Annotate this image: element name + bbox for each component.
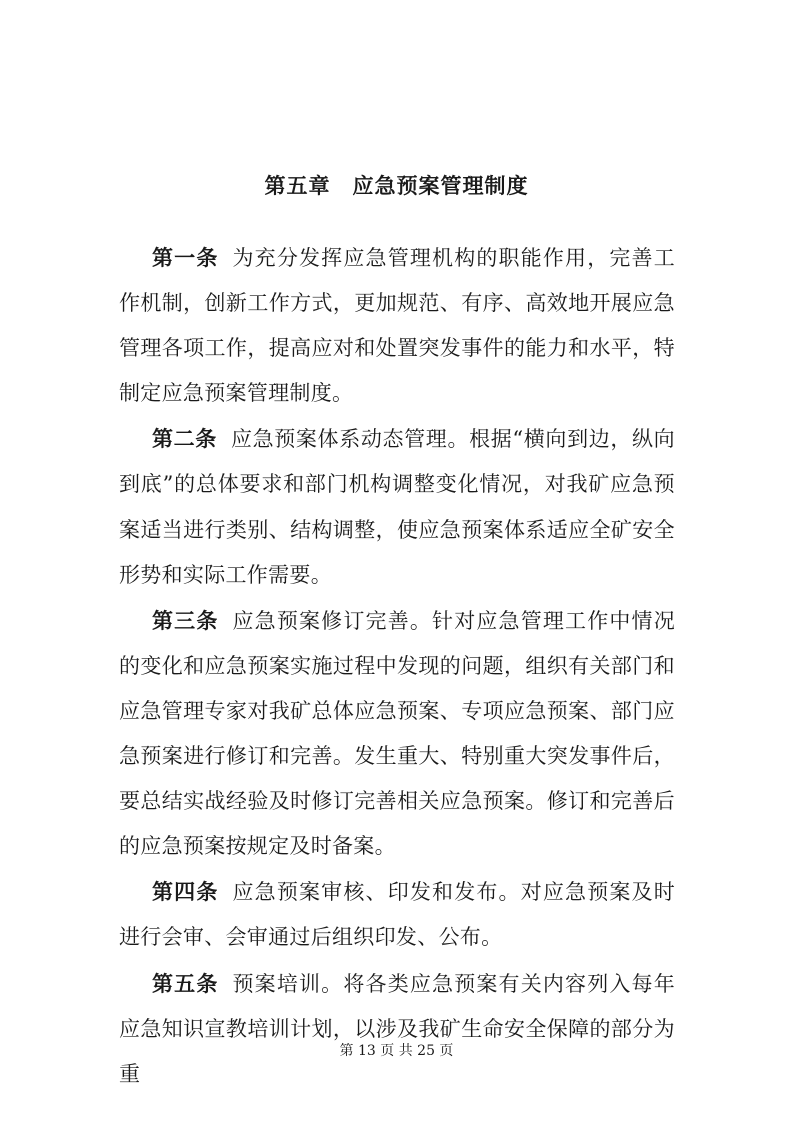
article-number: 第三条 xyxy=(152,607,219,633)
article-number: 第一条 xyxy=(152,245,219,270)
article-4 xyxy=(119,869,675,960)
article-number: 第四条 xyxy=(152,879,219,905)
article-text: 应急预案修订完善。针对应急管理工作中情况的变化和应急预案实施过程中发现的问题，组织有关部门和应急管理专家对我矿总体应急预案、专项应急预案、部门应急预案进行修订和完善。发生重大、特别重大突发事件后，要总结实战经验及时修订完善相关应急预案。修订和完善后的应急预案按规定及时备案。 xyxy=(119,608,676,859)
article-3 xyxy=(119,598,675,870)
document-body xyxy=(119,235,675,1097)
article-text: 预案培训。将各类应急预案有关内容列入每年应急知识宣教培训计划，以涉及我矿生命安全保障的部分为重 xyxy=(119,971,676,1086)
article-number: 第二条 xyxy=(152,426,217,452)
article-text: 应急预案体系动态管理。根据“横向到边，纵向到底”的总体要求和部门机构调整变化情况，对我矿应急预案适当进行类别、结构调整，使应急预案体系适应全矿安全形势和实际工作需要。 xyxy=(119,427,675,587)
article-text: 为充分发挥应急管理机构的职能作用，完善工作机制，创新工作方式，更加规范、有序、高效地开展应急管理各项工作，提高应对和处置突发事件的能力和水平，特制定应急预案管理制度。 xyxy=(119,246,676,406)
chapter-title: 第五章 应急预案管理制度 xyxy=(264,173,529,198)
article-1 xyxy=(119,235,675,416)
article-5 xyxy=(119,961,675,1097)
article-text: 应急预案审核、印发和发布。对应急预案及时进行会审、会审通过后组织印发、公布。 xyxy=(119,880,676,950)
article-2 xyxy=(119,416,675,597)
page-number-footer: 第 13 页 共 25 页 xyxy=(339,1043,454,1059)
article-number: 第五条 xyxy=(152,970,219,996)
